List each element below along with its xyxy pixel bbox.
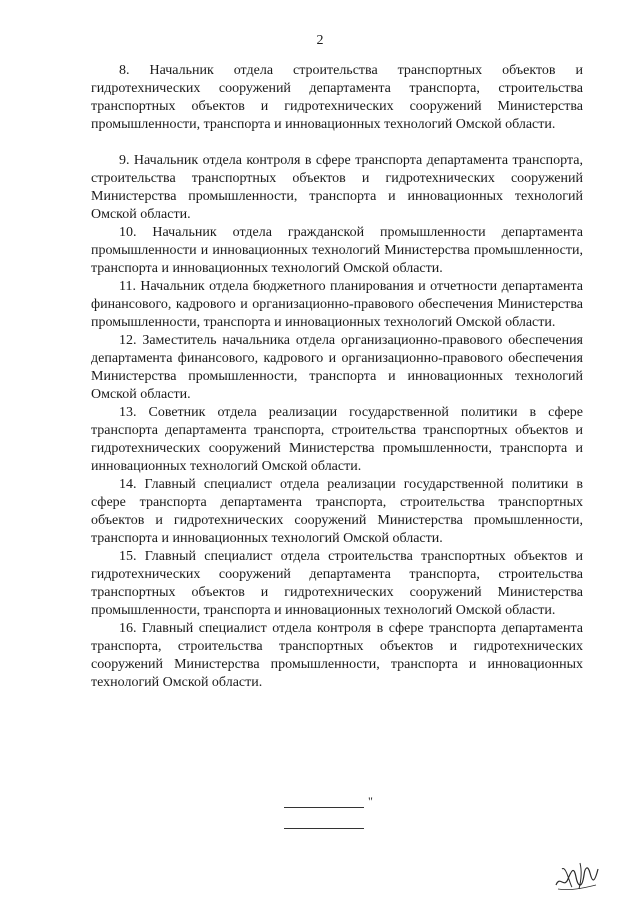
closing-separator (284, 795, 374, 835)
list-item-13: 13. Советник отдела реализации государственной политики в сфере транспорта департамента транспорта, строительства транспортных объектов и гидротехнических сооружений Министерства промышленности, транспорта и инновационных технологий Омской области. (91, 405, 583, 474)
handwritten-signature-icon (552, 855, 602, 895)
list-item-15: 15. Главный специалист отдела строительства транспортных объектов и гидротехнических сооружений департамента транспорта, строительства транспортных объектов и гидротехнических сооружений Министерства промышленности, транспорта и инновационных технологий Омской области. (91, 549, 583, 618)
list-item-14: 14. Главный специалист отдела реализации государственной политики в сфере транспорта департамента транспорта, строительства транспортных объектов и гидротехнических сооружений Министерства промышленности, транспорта и инновационных технологий Омской области. (91, 477, 583, 546)
list-item-8: 8. Начальник отдела строительства транспортных объектов и гидротехнических сооружений департамента транспорта, строительства транспортных объектов и гидротехнических сооружений Министерства промышленности, транспорта и инновационных технологий Омской области. (91, 63, 583, 132)
list-item-11: 11. Начальник отдела бюджетного планирования и отчетности департамента финансового, кадрового и организационно-правового обеспечения Министерства промышленности, транспорта и инновационных технологий Омской области. (91, 279, 583, 330)
closing-quote-mark: " (368, 794, 373, 808)
separator-line-top (284, 807, 364, 808)
list-item-9: 9. Начальник отдела контроля в сфере транспорта департамента транспорта, строительства транспортных объектов и гидротехнических сооружений Министерства промышленности, транспорта и инновационных технологий Омской области. (91, 153, 583, 222)
page-number: 2 (316, 33, 324, 48)
separator-line-bottom (284, 828, 364, 829)
list-item-16: 16. Главный специалист отдела контроля в сфере транспорта департамента транспорта, строительства транспортных объектов и гидротехнических сооружений Министерства промышленности, транспорта и инновационных технологий Омской области. (91, 621, 583, 690)
list-item-12: 12. Заместитель начальника отдела организационно-правового обеспечения департамента финансового, кадрового и организационно-правового обеспечения Министерства промышленности, транспорта и инновационных технологий Омской области. (91, 333, 583, 402)
list-item-10: 10. Начальник отдела гражданской промышленности департамента промышленности и инновационных технологий Министерства промышленности, транспорта и инновационных технологий Омской области. (91, 225, 583, 276)
document-body (91, 62, 583, 692)
